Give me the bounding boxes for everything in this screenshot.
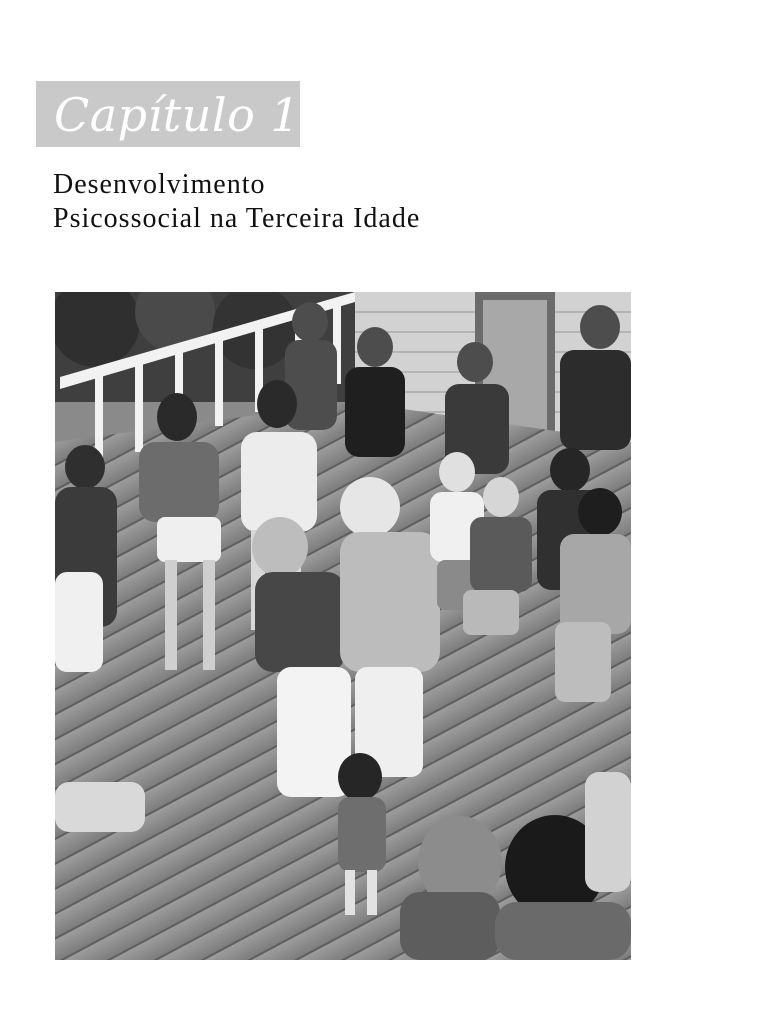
- chapter-title-line-2: Psicossocial na Terceira Idade: [53, 203, 421, 234]
- chapter-label: Capítulo 18: [54, 88, 330, 142]
- chapter-banner: [36, 81, 330, 147]
- family-celebration-photo: [55, 292, 631, 960]
- chapter-title: [53, 168, 420, 236]
- chapter-title-line-1: Desenvolvimento: [53, 169, 266, 200]
